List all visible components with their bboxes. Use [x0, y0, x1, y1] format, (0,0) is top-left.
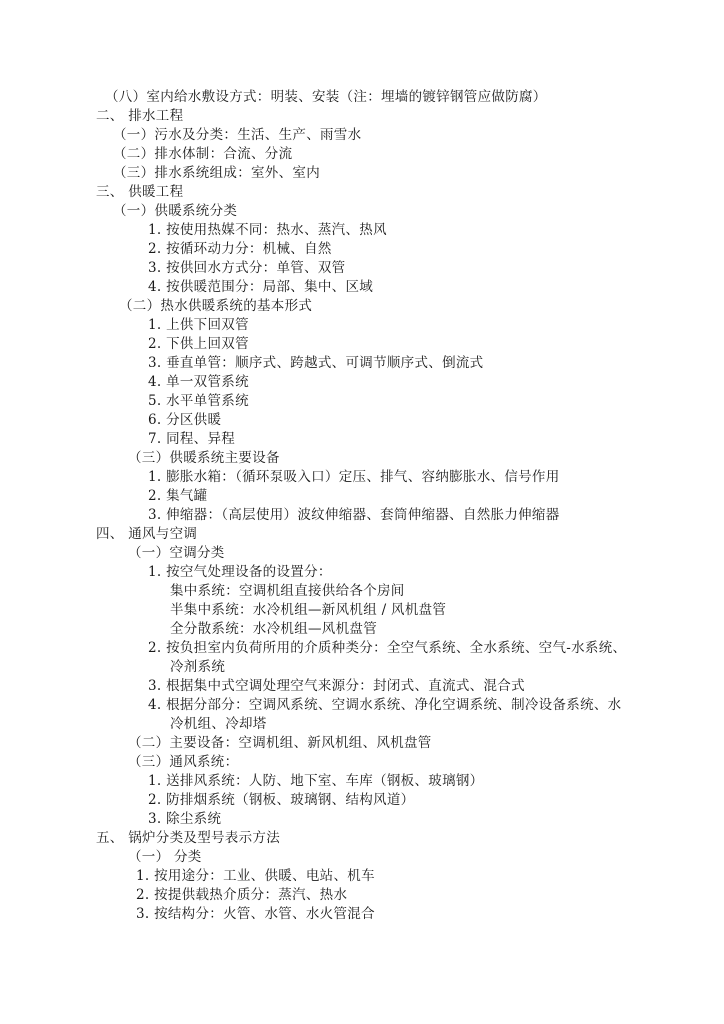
text-line: 半集中系统：水冷机组—新风机组 / 风机盘管	[170, 602, 447, 618]
list-item: 4. 按供暖范围分：局部、集中、区域	[148, 279, 374, 295]
text-line: 冷剂系统	[170, 659, 226, 675]
list-item: 2. 防排烟系统（钢板、玻璃钢、结构风道）	[148, 792, 415, 808]
list-item: 1. 上供下回双管	[148, 317, 249, 333]
list-item: 3. 除尘系统	[148, 811, 222, 827]
section-heading: 三、 供暖工程	[96, 184, 184, 200]
list-item: 4. 根据分部分：空调风系统、空调水系统、净化空调系统、制冷设备系统、水	[148, 697, 622, 713]
list-item: 3. 垂直单管：顺序式、跨越式、可调节顺序式、倒流式	[148, 355, 484, 371]
section-heading: 二、 排水工程	[96, 108, 184, 124]
list-item: 3. 按结构分：火管、水管、水火管混合	[136, 906, 375, 922]
text-line: 集中系统：空调机组直接供给各个房间	[170, 583, 405, 599]
text-line: （三）排水系统组成：室外、室内	[113, 165, 320, 181]
list-item: 3. 伸缩器：（高层使用）波纹伸缩器、套筒伸缩器、自然胀力伸缩器	[148, 507, 560, 523]
list-item: 1. 按空气处理设备的设置分：	[148, 564, 332, 580]
list-item: 2. 按负担室内负荷所用的介质种类分：全空气系统、全水系统、空气-水系统、	[148, 640, 627, 656]
list-item: 5. 水平单管系统	[148, 393, 249, 409]
list-item: 1. 按用途分：工业、供暖、电站、机车	[136, 868, 375, 884]
list-item: 2. 按循环动力分：机械、自然	[148, 241, 332, 257]
text-line: （一）污水及分类：生活、生产、雨雪水	[113, 127, 362, 143]
text-line: （三）供暖系统主要设备	[128, 450, 280, 466]
list-item: 4. 单一双管系统	[148, 374, 249, 390]
list-item: 1. 按使用热媒不同：热水、蒸汽、热风	[148, 222, 387, 238]
list-item: 2. 集气罐	[148, 488, 208, 504]
text-line: （一）空调分类	[128, 545, 225, 561]
list-item: 7. 同程、异程	[148, 431, 236, 447]
section-heading: 五、 锅炉分类及型号表示方法	[96, 830, 280, 846]
text-line: （二）排水体制：合流、分流	[113, 146, 293, 162]
list-item: 1. 膨胀水箱：（循环泵吸入口）定压、排气、容纳膨胀水、信号作用	[148, 469, 560, 485]
text-line: 冷机组、冷却塔	[170, 716, 267, 732]
list-item: 6. 分区供暖	[148, 412, 222, 428]
text-line: （三）通风系统：	[128, 754, 239, 770]
text-line: （一） 分类	[128, 849, 202, 865]
list-item: 2. 按提供载热介质分：蒸汽、热水	[136, 887, 348, 903]
list-item: 3. 按供回水方式分：单管、双管	[148, 260, 346, 276]
text-line: （一）供暖系统分类	[113, 203, 238, 219]
list-item: 2. 下供上回双管	[148, 336, 249, 352]
text-line: （二）主要设备：空调机组、新风机组、风机盘管	[128, 735, 432, 751]
text-line: 全分散系统：水冷机组—风机盘管	[170, 621, 377, 637]
text-line: （八）室内给水敷设方式：明装、安装（注：埋墙的镀锌钢管应做防腐）	[105, 89, 547, 105]
list-item: 3. 根据集中式空调处理空气来源分：封闭式、直流式、混合式	[148, 678, 525, 694]
section-heading: 四、 通风与空调	[96, 526, 198, 542]
text-line: （二）热水供暖系统的基本形式	[119, 298, 313, 314]
list-item: 1. 送排风系统：人防、地下室、车库（钢板、玻璃钢）	[148, 773, 484, 789]
